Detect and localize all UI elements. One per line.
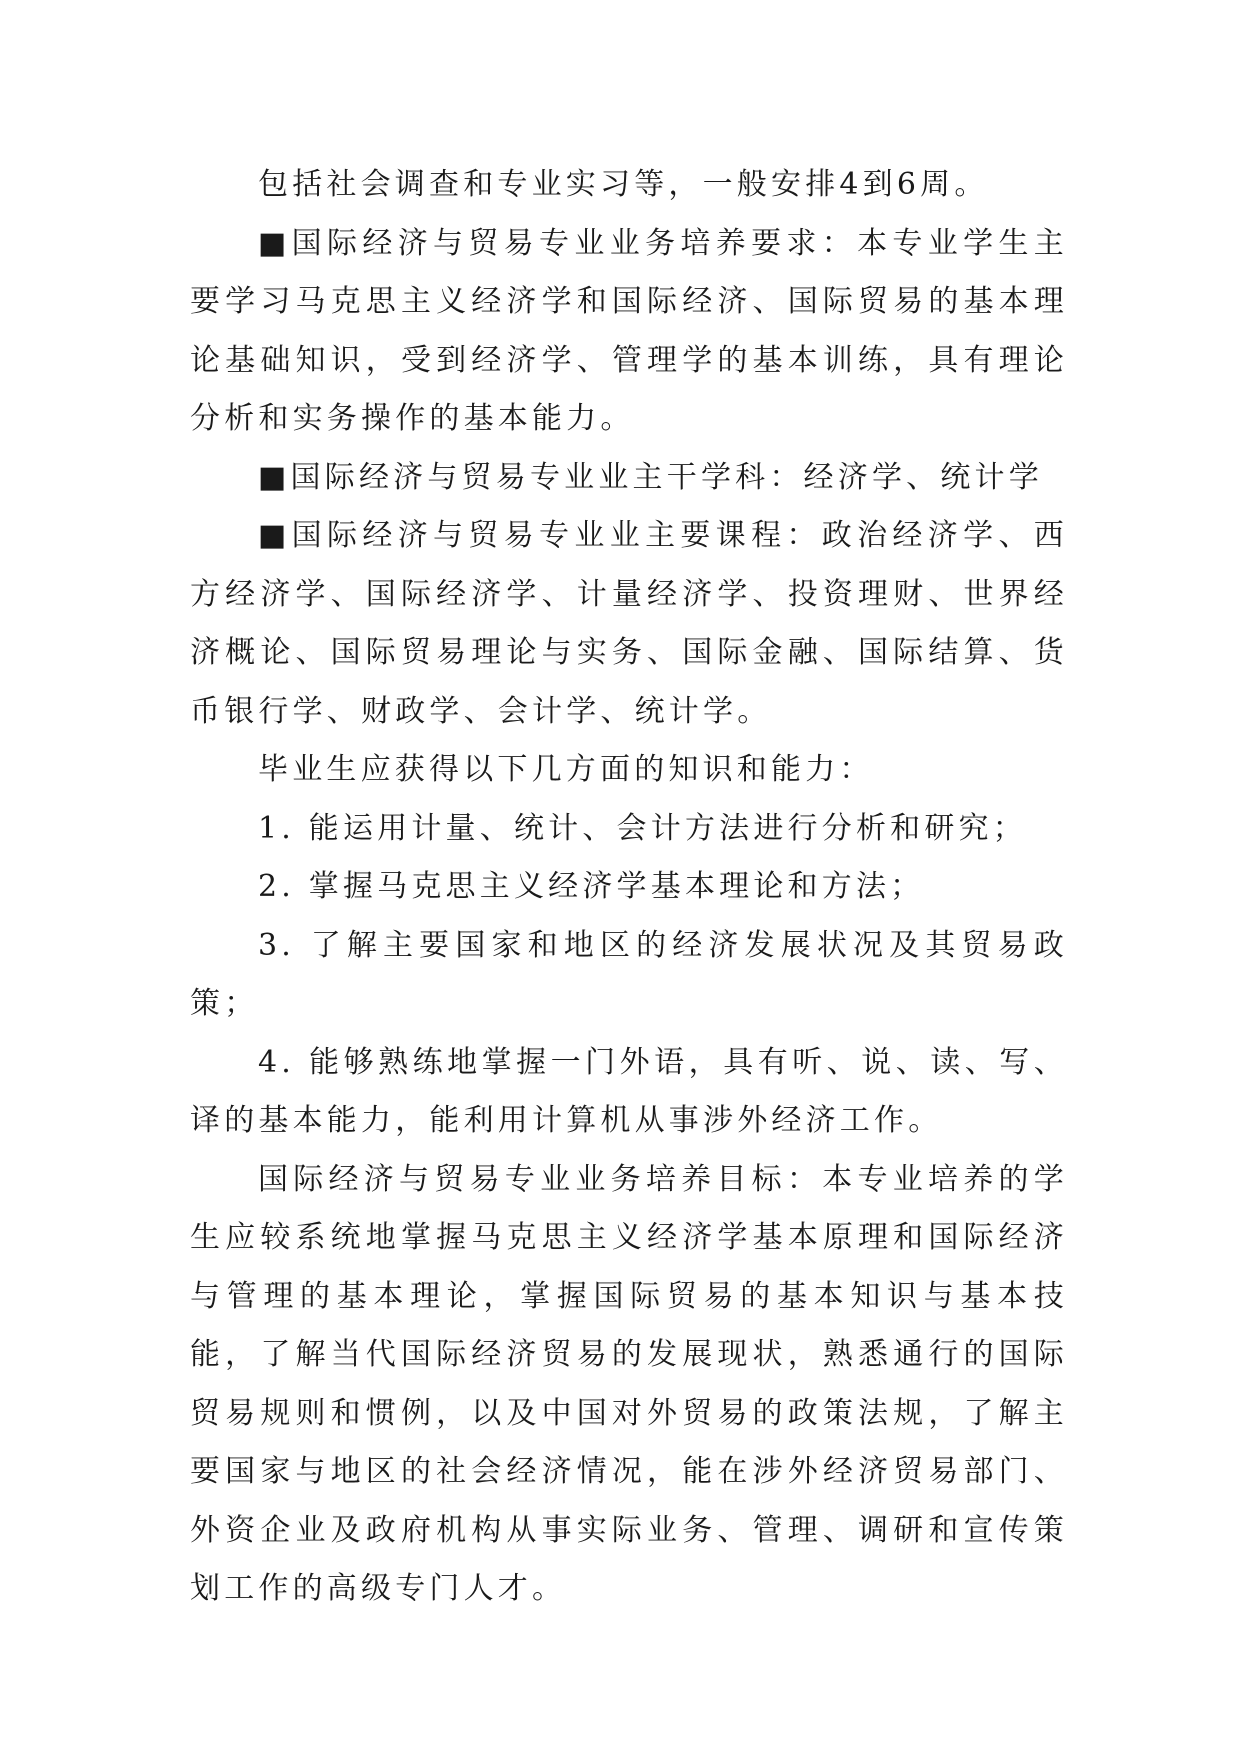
paragraph-training-objectives: 国际经济与贸易专业业务培养目标：本专业培养的学生应较系统地掌握马克思主义经济学基本原理和国际经济与管理的基本理论，掌握国际贸易的基本知识与基本技能，了解当代国际经济贸易的发展现状，熟悉通行的国际贸易规则和惯例，以及中国对外贸易的政策法规，了解主要国家与地区的社会经济情况，能在涉外经济贸易部门、外资企业及政府机构从事实际业务、管理、调研和宣传策划工作的高级专门人才。: [190, 1161, 1068, 1606]
list-item-ability-1: 1. 能运用计量、统计、会计方法进行分析和研究；: [258, 810, 1027, 846]
document-body: [190, 156, 1068, 1619]
list-item-ability-3: 3. 了解主要国家和地区的经济发展状况及其贸易政策；: [190, 927, 1068, 1021]
list-item-ability-4: 4. 能够熟练地掌握一门外语，具有听、说、读、写、译的基本能力，能利用计算机从事涉外经济工作。: [190, 1044, 1068, 1138]
paragraph-practice-schedule: 包括社会调查和专业实习等，一般安排4到6周。: [258, 167, 989, 202]
paragraph-graduate-abilities-intro: 毕业生应获得以下几方面的知识和能力：: [258, 752, 874, 787]
paragraph-core-disciplines: ■国际经济与贸易专业业主干学科：经济学、统计学: [258, 459, 1043, 495]
list-item-ability-2: 2. 掌握马克思主义经济学基本理论和方法；: [258, 869, 925, 904]
paragraph-main-courses: ■国际经济与贸易专业业主要课程：政治经济学、西方经济学、国际经济学、计量经济学、投资理财、世界经济概论、国际贸易理论与实务、国际金融、国际结算、货币银行学、财政学、会计学、统计学。: [190, 518, 1068, 729]
paragraph-training-requirements: ■国际经济与贸易专业业务培养要求：本专业学生主要学习马克思主义经济学和国际经济、国际贸易的基本理论基础知识，受到经济学、管理学的基本训练，具有理论分析和实务操作的基本能力。: [190, 225, 1068, 436]
